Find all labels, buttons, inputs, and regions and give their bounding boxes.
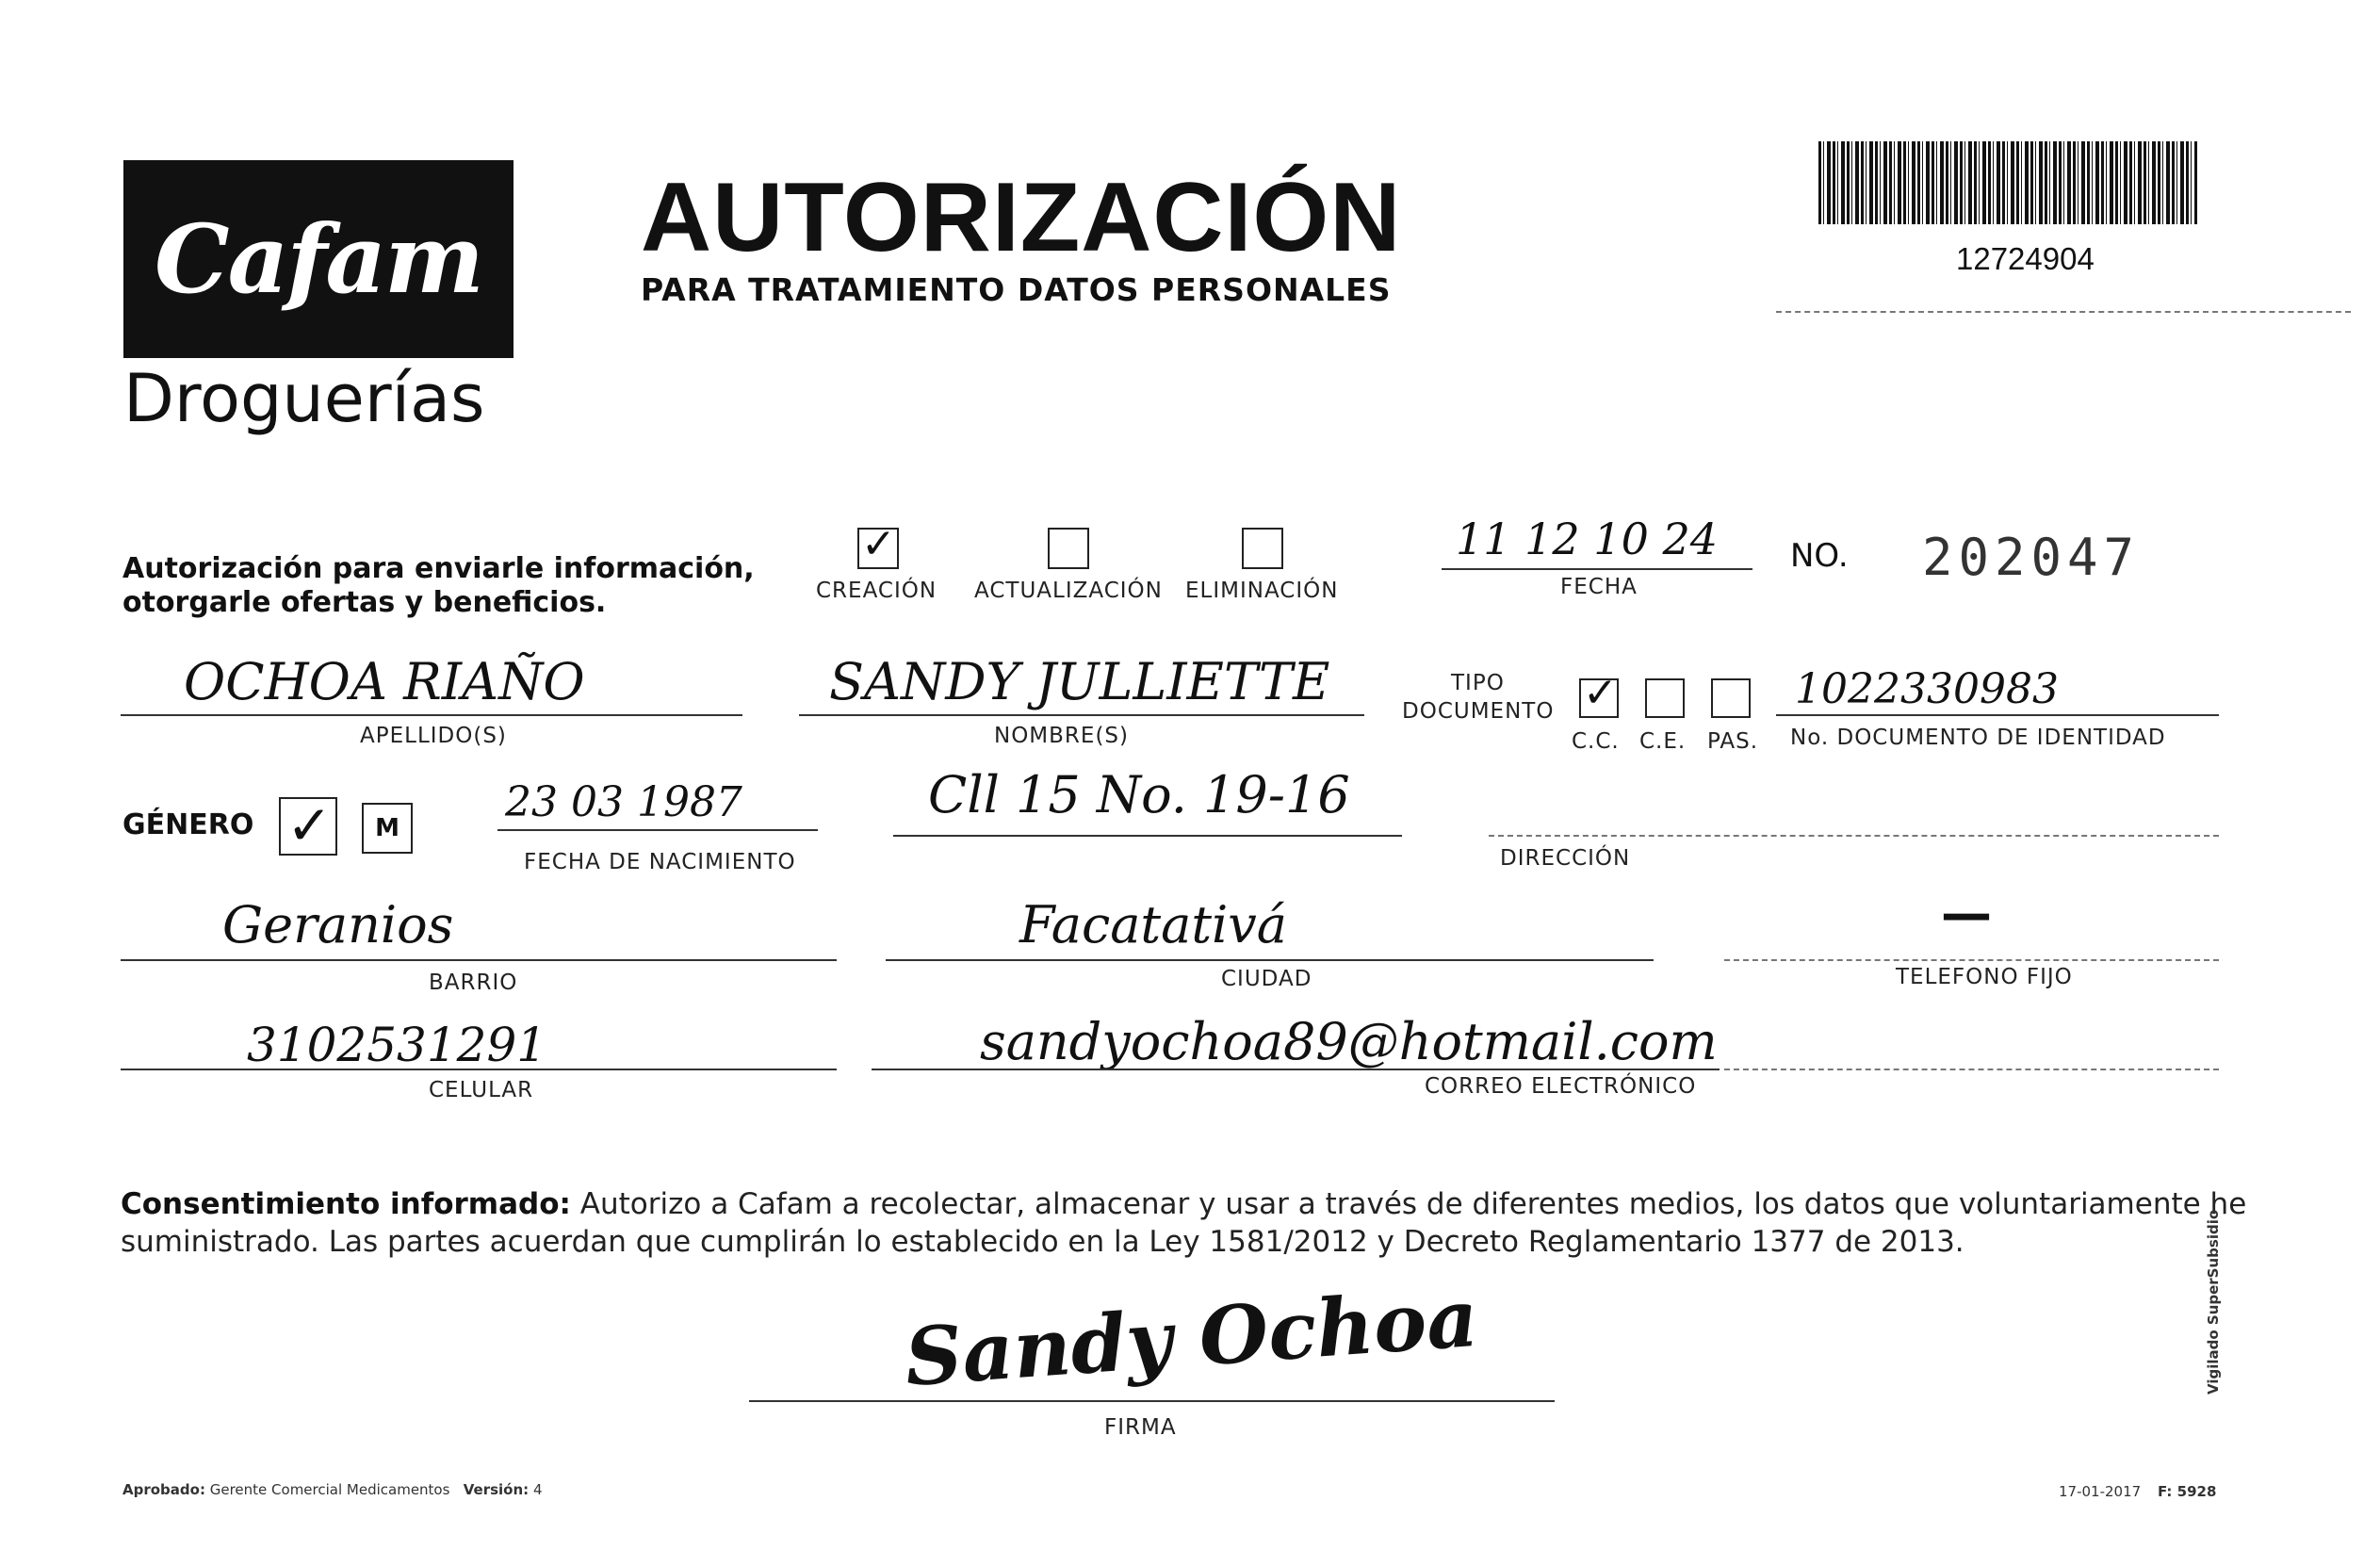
barrio-label: BARRIO — [429, 971, 518, 995]
consentimiento-text-1: Autorizo a Cafam a recolectar, almacenar y usar a través de diferentes medios, los datos que voluntariamente he — [570, 1187, 2247, 1221]
ciudad-value[interactable]: Facatativá — [1019, 895, 1288, 954]
consentimiento-paragraph — [121, 1185, 2247, 1261]
version-label: Versión: — [463, 1481, 530, 1498]
check-mark: ✓ — [861, 520, 896, 568]
vertical-label: Vigilado SuperSubsidio — [2205, 1209, 2222, 1395]
aprobado-label: Aprobado: — [122, 1481, 205, 1498]
correo-line-ext — [1724, 1069, 2219, 1070]
fecha-line — [1442, 568, 1752, 570]
checkbox-actualizacion[interactable] — [1048, 528, 1089, 569]
ciudad-line — [886, 959, 1654, 961]
checkbox-genero-m[interactable] — [362, 803, 413, 854]
fecha-nacimiento-value[interactable]: 23 03 1987 — [505, 778, 742, 826]
checkbox-genero-f[interactable] — [279, 793, 337, 857]
intro-line1: Autorización para enviarle información, — [122, 552, 755, 585]
nombres-label: NOMBRE(S) — [994, 724, 1129, 748]
consentimiento-text-2: suministrado. Las partes acuerdan que cumplirán lo establecido en la Ley 1581/2012 y Decreto Reglamentario 1377 de 2013. — [121, 1225, 1964, 1259]
label-ce: C.E. — [1639, 729, 1687, 754]
checkbox-eliminacion[interactable] — [1242, 528, 1283, 569]
label-cc: C.C. — [1572, 729, 1620, 754]
celular-value[interactable]: 3102531291 — [247, 1018, 547, 1072]
signature[interactable]: Sandy Ochoa — [902, 1270, 1481, 1405]
barcode-number: 12724904 — [1956, 241, 2095, 276]
genero-label: GÉNERO — [122, 808, 254, 841]
header-divider — [1776, 311, 2351, 313]
nombres-line — [799, 714, 1364, 716]
checkbox-cc[interactable] — [1579, 669, 1619, 718]
check-mark: ✓ — [1583, 669, 1618, 717]
firma-label: FIRMA — [1104, 1415, 1177, 1440]
ciudad-label: CIUDAD — [1221, 967, 1312, 991]
documento-label: No. DOCUMENTO DE IDENTIDAD — [1790, 726, 2166, 750]
telefono-label: TELEFONO FIJO — [1896, 965, 2073, 989]
footer-date: 17-01-2017 — [2059, 1483, 2142, 1500]
page-subtitle: PARA TRATAMIENTO DATOS PERSONALES — [641, 271, 1392, 308]
cafam-logo — [123, 160, 513, 358]
label-eliminacion: ELIMINACIÓN — [1185, 579, 1339, 603]
intro-line2: otorgarle ofertas y beneficios. — [122, 586, 607, 619]
fecha-value[interactable]: 11 12 10 24 — [1456, 514, 1718, 564]
footer-form-code: F: 5928 — [2158, 1483, 2217, 1500]
check-mark: ✓ — [286, 793, 333, 857]
barrio-line — [121, 959, 837, 961]
label-actualizacion: ACTUALIZACIÓN — [974, 579, 1163, 603]
direccion-line-ext — [1489, 835, 2219, 837]
page-title: AUTORIZACIÓN — [641, 163, 1402, 272]
checkbox-creacion[interactable] — [857, 520, 899, 569]
genero-m-label: M — [375, 814, 399, 842]
version-value: 4 — [532, 1481, 543, 1498]
checkbox-ce[interactable] — [1645, 678, 1685, 718]
direccion-line — [893, 835, 1402, 837]
tipo-doc-label-2: DOCUMENTO — [1402, 699, 1555, 724]
direccion-value[interactable]: Cll 15 No. 19-16 — [928, 765, 1350, 824]
aprobado-value: Gerente Comercial Medicamentos — [209, 1481, 450, 1498]
label-pas: PAS. — [1707, 729, 1759, 754]
correo-label: CORREO ELECTRÓNICO — [1425, 1074, 1697, 1099]
telefono-line — [1724, 959, 2219, 961]
logo-text: Cafam — [154, 204, 482, 315]
apellidos-value[interactable]: OCHOA RIAÑO — [184, 652, 585, 711]
barcode — [1818, 141, 2197, 224]
fecha-nacimiento-line — [497, 829, 818, 831]
direccion-label: DIRECCIÓN — [1500, 846, 1631, 871]
celular-label: CELULAR — [429, 1078, 534, 1102]
apellidos-line — [121, 714, 742, 716]
number-label: NO. — [1790, 537, 1849, 575]
barrio-value[interactable]: Geranios — [222, 895, 454, 954]
fecha-label: FECHA — [1560, 575, 1638, 599]
label-creacion: CREACIÓN — [816, 579, 937, 603]
footer-aprobado — [122, 1481, 543, 1498]
documento-value[interactable]: 1022330983 — [1795, 665, 2059, 713]
telefono-value[interactable]: — — [1941, 884, 1992, 943]
checkbox-pas[interactable] — [1711, 678, 1751, 718]
firma-line — [749, 1400, 1555, 1402]
fecha-nacimiento-label: FECHA DE NACIMIENTO — [524, 850, 796, 874]
documento-line — [1776, 714, 2219, 716]
apellidos-label: APELLIDO(S) — [360, 724, 507, 748]
consentimiento-title: Consentimiento informado: — [121, 1187, 571, 1221]
tipo-doc-label-1: TIPO — [1451, 671, 1505, 695]
correo-line — [872, 1069, 1720, 1070]
celular-line — [121, 1069, 837, 1070]
number-value: 202047 — [1922, 528, 2141, 587]
logo-subtitle: Droguerías — [123, 360, 485, 437]
correo-value[interactable]: sandyochoa89@hotmail.com — [980, 1012, 1718, 1071]
nombres-value[interactable]: SANDY JULLIETTE — [829, 652, 1330, 711]
